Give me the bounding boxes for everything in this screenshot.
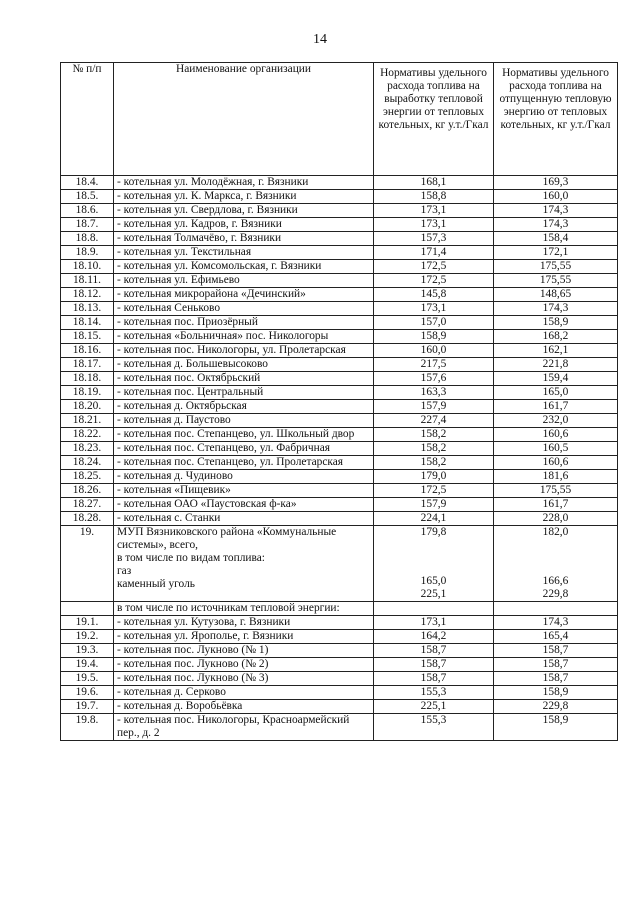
table-row (61, 442, 618, 456)
row-num: 18.17. (61, 358, 114, 372)
norm-production: 158,2 (374, 456, 494, 470)
table-row (61, 358, 618, 372)
norm-supplied: 174,3 (494, 218, 618, 232)
row-num: 18.9. (61, 246, 114, 260)
row-num: 18.5. (61, 190, 114, 204)
table-row (61, 302, 618, 316)
table-row (61, 344, 618, 358)
org-line: каменный уголь (117, 578, 195, 590)
org-name: - котельная пос. Степанцево, ул. Школьный двор (114, 428, 374, 442)
org-name: - котельная пос. Приозёрный (114, 316, 374, 330)
table-row (61, 470, 618, 484)
header-col4: Нормативы удельного расхода топлива на отпущенную тепловую энергию от тепловых котельных, кг у.т./Гкал (494, 63, 618, 176)
norm-production: 171,4 (374, 246, 494, 260)
org-name: - котельная ОАО «Паустовская ф-ка» (114, 498, 374, 512)
norm-supplied: 232,0 (494, 414, 618, 428)
table-row (61, 484, 618, 498)
norm-supplied: 174,3 (494, 302, 618, 316)
norm-supplied: 158,9 (494, 714, 618, 741)
header-num: № п/п (61, 63, 114, 176)
org-name: - котельная микрорайона «Дечинский» (114, 288, 374, 302)
org-name: - котельная пос. Лукново (№ 2) (114, 658, 374, 672)
norm-production: 173,1 (374, 218, 494, 232)
row-num: 18.7. (61, 218, 114, 232)
org-name: - котельная д. Паустово (114, 414, 374, 428)
table-row (61, 232, 618, 246)
norm-supplied: 159,4 (494, 372, 618, 386)
norm-supplied: 181,6 (494, 470, 618, 484)
org-name: - котельная ул. Комсомольская, г. Вязники (114, 260, 374, 274)
org-name: - котельная пос. Степанцево, ул. Пролетарская (114, 456, 374, 470)
table-row (61, 204, 618, 218)
row-num: 19.7. (61, 700, 114, 714)
value-total: 182,0 (542, 526, 569, 538)
header-name: Наименование организации (114, 63, 374, 176)
table-row (61, 190, 618, 204)
norm-production (374, 602, 494, 616)
norm-supplied (494, 526, 618, 602)
org-line: газ (117, 565, 132, 577)
org-name: - котельная д. Чудиново (114, 470, 374, 484)
norm-supplied: 148,65 (494, 288, 618, 302)
table-row (61, 630, 618, 644)
norm-production: 145,8 (374, 288, 494, 302)
org-name: - котельная ул. Кадров, г. Вязники (114, 218, 374, 232)
org-name: - котельная пос. Лукново (№ 1) (114, 644, 374, 658)
norm-supplied: 161,7 (494, 498, 618, 512)
norm-supplied: 161,7 (494, 400, 618, 414)
org-name: - котельная ул. Текстильная (114, 246, 374, 260)
table-row (61, 526, 618, 602)
norm-production: 157,6 (374, 372, 494, 386)
norm-production: 168,1 (374, 176, 494, 190)
table-row (61, 512, 618, 526)
norm-supplied: 229,8 (494, 700, 618, 714)
norm-production: 160,0 (374, 344, 494, 358)
norm-production: 158,7 (374, 658, 494, 672)
table-row (61, 372, 618, 386)
norm-supplied: 160,0 (494, 190, 618, 204)
table-row (61, 658, 618, 672)
fuel-norms-table (60, 62, 618, 741)
norm-production: 158,2 (374, 442, 494, 456)
org-name: - котельная пос. Лукново (№ 3) (114, 672, 374, 686)
norm-production (374, 526, 494, 602)
table-row (61, 616, 618, 630)
norm-supplied: 158,9 (494, 316, 618, 330)
norm-production: 157,3 (374, 232, 494, 246)
org-name: - котельная ул. Молодёжная, г. Вязники (114, 176, 374, 190)
value-total: 179,8 (420, 526, 447, 538)
row-num: 18.25. (61, 470, 114, 484)
norm-production: 157,9 (374, 400, 494, 414)
org-name: - котельная д. Большевысоково (114, 358, 374, 372)
table-row (61, 316, 618, 330)
row-num: 18.23. (61, 442, 114, 456)
org-name: - котельная ул. Свердлова, г. Вязники (114, 204, 374, 218)
norm-supplied: 175,55 (494, 260, 618, 274)
table-row (61, 700, 618, 714)
table-body-18 (61, 176, 618, 526)
norm-production: 163,3 (374, 386, 494, 400)
norm-supplied: 174,3 (494, 204, 618, 218)
norm-supplied: 165,4 (494, 630, 618, 644)
header-col3: Нормативы удельного расхода топлива на выработку тепловой энергии от тепловых котельных, кг у.т./Гкал (374, 63, 494, 176)
org-name: - котельная «Пищевик» (114, 484, 374, 498)
row-num: 19.3. (61, 644, 114, 658)
org-name: - котельная д. Серково (114, 686, 374, 700)
row-num: 19.8. (61, 714, 114, 741)
norm-supplied: 169,3 (494, 176, 618, 190)
org-name: - котельная пос. Октябрьский (114, 372, 374, 386)
sources-heading: в том числе по источникам тепловой энергии: (114, 602, 374, 616)
org-name: - котельная Сеньково (114, 302, 374, 316)
org-name: - котельная д. Октябрьская (114, 400, 374, 414)
row-num: 18.14. (61, 316, 114, 330)
norm-supplied: 168,2 (494, 330, 618, 344)
norm-production: 157,9 (374, 498, 494, 512)
norm-production: 224,1 (374, 512, 494, 526)
norm-supplied: 165,0 (494, 386, 618, 400)
org-name (114, 526, 374, 602)
table-row (61, 288, 618, 302)
org-name: - котельная ул. Ефимьево (114, 274, 374, 288)
value-gas: 165,0 (420, 575, 447, 587)
table-row (61, 428, 618, 442)
table-row (61, 686, 618, 700)
norm-production: 173,1 (374, 302, 494, 316)
row-num: 18.24. (61, 456, 114, 470)
org-name: - котельная ул. Кутузова, г. Вязники (114, 616, 374, 630)
norm-production: 158,7 (374, 644, 494, 658)
org-name: - котельная пос. Центральный (114, 386, 374, 400)
norm-production: 155,3 (374, 714, 494, 741)
table-body-19-summary (61, 526, 618, 616)
norm-supplied: 158,7 (494, 658, 618, 672)
table-row (61, 176, 618, 190)
norm-production: 158,9 (374, 330, 494, 344)
table-row (61, 274, 618, 288)
row-num: 18.10. (61, 260, 114, 274)
table-row (61, 330, 618, 344)
org-name: - котельная пос. Никологоры, Красноармейский пер., д. 2 (114, 714, 374, 741)
norm-supplied: 158,9 (494, 686, 618, 700)
table-row (61, 260, 618, 274)
norm-supplied: 158,7 (494, 644, 618, 658)
norm-production: 225,1 (374, 700, 494, 714)
org-line: МУП Вязниковского района «Коммунальные системы», всего, (117, 526, 337, 551)
org-name: - котельная «Больничная» пос. Никологоры (114, 330, 374, 344)
row-num: 19.1. (61, 616, 114, 630)
org-name: - котельная Толмачёво, г. Вязники (114, 232, 374, 246)
org-name: - котельная с. Станки (114, 512, 374, 526)
table-row (61, 644, 618, 658)
table-row (61, 386, 618, 400)
row-num: 18.27. (61, 498, 114, 512)
row-num: 18.22. (61, 428, 114, 442)
row-num: 18.11. (61, 274, 114, 288)
norm-supplied: 175,55 (494, 274, 618, 288)
org-name: - котельная пос. Степанцево, ул. Фабричная (114, 442, 374, 456)
row-num: 18.18. (61, 372, 114, 386)
row-num: 18.20. (61, 400, 114, 414)
row-num: 18.19. (61, 386, 114, 400)
norm-supplied: 160,6 (494, 428, 618, 442)
norm-supplied: 160,6 (494, 456, 618, 470)
row-num: 19.5. (61, 672, 114, 686)
table-row (61, 218, 618, 232)
norm-production: 158,2 (374, 428, 494, 442)
row-num: 18.28. (61, 512, 114, 526)
table-row (61, 672, 618, 686)
table-row (61, 714, 618, 741)
norm-production: 217,5 (374, 358, 494, 372)
norm-production: 155,3 (374, 686, 494, 700)
table-row (61, 456, 618, 470)
norm-supplied (494, 602, 618, 616)
row-num: 18.12. (61, 288, 114, 302)
row-num: 19.6. (61, 686, 114, 700)
row-num: 18.4. (61, 176, 114, 190)
org-name: - котельная д. Воробьёвка (114, 700, 374, 714)
row-num: 19. (61, 526, 114, 602)
norm-supplied: 228,0 (494, 512, 618, 526)
norm-supplied: 172,1 (494, 246, 618, 260)
norm-supplied: 221,8 (494, 358, 618, 372)
row-num: 19.4. (61, 658, 114, 672)
row-num: 18.15. (61, 330, 114, 344)
norm-supplied: 174,3 (494, 616, 618, 630)
norm-production: 158,7 (374, 672, 494, 686)
table-row (61, 602, 618, 616)
norm-supplied: 158,4 (494, 232, 618, 246)
value-coal: 229,8 (542, 588, 569, 600)
norm-production: 172,5 (374, 484, 494, 498)
org-line: в том числе по видам топлива: (117, 552, 265, 564)
table-row (61, 400, 618, 414)
row-num (61, 602, 114, 616)
row-num: 18.8. (61, 232, 114, 246)
org-name: - котельная ул. К. Маркса, г. Вязники (114, 190, 374, 204)
row-num: 19.2. (61, 630, 114, 644)
row-num: 18.26. (61, 484, 114, 498)
norm-production: 179,0 (374, 470, 494, 484)
norm-supplied: 175,55 (494, 484, 618, 498)
value-gas: 166,6 (542, 575, 569, 587)
norm-production: 164,2 (374, 630, 494, 644)
table-row (61, 246, 618, 260)
norm-production: 173,1 (374, 204, 494, 218)
norm-production: 157,0 (374, 316, 494, 330)
row-num: 18.16. (61, 344, 114, 358)
norm-supplied: 162,1 (494, 344, 618, 358)
table-body-19 (61, 616, 618, 741)
value-coal: 225,1 (420, 588, 447, 600)
norm-production: 173,1 (374, 616, 494, 630)
row-num: 18.13. (61, 302, 114, 316)
norm-supplied: 160,5 (494, 442, 618, 456)
norm-supplied: 158,7 (494, 672, 618, 686)
table-header (61, 63, 618, 176)
page-number: 14 (313, 32, 327, 47)
table-row (61, 498, 618, 512)
norm-production: 172,5 (374, 274, 494, 288)
row-num: 18.21. (61, 414, 114, 428)
org-name: - котельная пос. Никологоры, ул. Пролетарская (114, 344, 374, 358)
norm-production: 172,5 (374, 260, 494, 274)
norm-production: 158,8 (374, 190, 494, 204)
table-row (61, 414, 618, 428)
org-name: - котельная ул. Ярополье, г. Вязники (114, 630, 374, 644)
norm-production: 227,4 (374, 414, 494, 428)
row-num: 18.6. (61, 204, 114, 218)
